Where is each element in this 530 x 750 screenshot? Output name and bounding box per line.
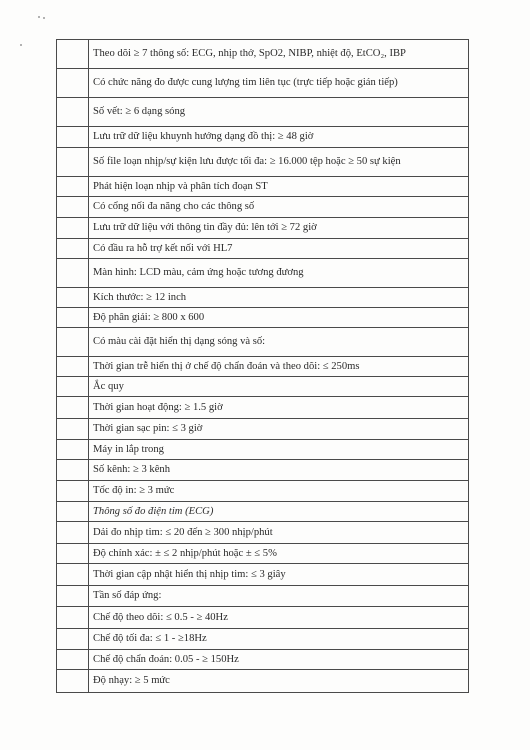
table-row: [57, 127, 469, 148]
scan-speck: [43, 17, 45, 19]
spec-text-cell: Chế độ theo dõi: ≤ 0.5 - ≥ 40Hz: [89, 607, 469, 629]
spec-text-cell: Thời gian hoạt động: ≥ 1.5 giờ: [89, 397, 469, 419]
table-row: [57, 69, 469, 98]
row-number-cell: [57, 288, 89, 308]
spec-text-cell: Có chức năng đo được cung lượng tim liên tục (trực tiếp hoặc gián tiếp): [89, 69, 469, 98]
row-number-cell: [57, 564, 89, 586]
table-row: [57, 218, 469, 239]
row-number-cell: [57, 218, 89, 239]
row-number-cell: [57, 419, 89, 440]
table-row: [57, 564, 469, 586]
table-row: [57, 357, 469, 377]
row-number-cell: [57, 440, 89, 460]
table-row: [57, 650, 469, 670]
spec-text-cell: Tần số đáp ứng:: [89, 586, 469, 607]
table-row: [57, 40, 469, 69]
spec-text-cell: Chế độ tối đa: ≤ 1 - ≥18Hz: [89, 629, 469, 650]
table-row: [57, 629, 469, 650]
row-number-cell: [57, 40, 89, 69]
row-number-cell: [57, 357, 89, 377]
row-number-cell: [57, 397, 89, 419]
row-number-cell: [57, 544, 89, 564]
table-row: [57, 586, 469, 607]
row-number-cell: [57, 670, 89, 693]
row-number-cell: [57, 522, 89, 544]
spec-text-cell: Thời gian cập nhật hiển thị nhịp tim: ≤ 3 giây: [89, 564, 469, 586]
table-row: [57, 177, 469, 197]
table-row: [57, 197, 469, 218]
spec-text-cell: Theo dõi ≥ 7 thông số: ECG, nhịp thở, SpO2, NIBP, nhiệt độ, EtCO₂, IBP: [89, 40, 469, 69]
spec-text-cell: Lưu trữ dữ liệu khuynh hướng dạng đồ thị: ≥ 48 giờ: [89, 127, 469, 148]
spec-text-cell: Độ chính xác: ± ≤ 2 nhịp/phút hoặc ± ≤ 5%: [89, 544, 469, 564]
row-number-cell: [57, 377, 89, 397]
table-row: [57, 239, 469, 259]
table-row: [57, 377, 469, 397]
spec-table: [56, 39, 469, 693]
row-number-cell: [57, 460, 89, 481]
row-number-cell: [57, 177, 89, 197]
row-number-cell: [57, 259, 89, 288]
spec-text-cell: Phát hiện loạn nhịp và phân tích đoạn ST: [89, 177, 469, 197]
row-number-cell: [57, 69, 89, 98]
spec-text-cell: Tốc độ in: ≥ 3 mức: [89, 481, 469, 502]
spec-text-cell: Thời gian sạc pin: ≤ 3 giờ: [89, 419, 469, 440]
scan-speck: [20, 44, 22, 46]
row-number-cell: [57, 308, 89, 328]
spec-text-cell: Độ phân giải: ≥ 800 x 600: [89, 308, 469, 328]
table-row: [57, 544, 469, 564]
spec-text-cell: Số kênh: ≥ 3 kênh: [89, 460, 469, 481]
spec-text-cell: Màn hình: LCD màu, cảm ứng hoặc tương đương: [89, 259, 469, 288]
row-number-cell: [57, 197, 89, 218]
row-number-cell: [57, 650, 89, 670]
spec-text-cell: Độ nhạy: ≥ 5 mức: [89, 670, 469, 693]
spec-text-cell: Có cổng nối đa năng cho các thông số: [89, 197, 469, 218]
table-row: [57, 148, 469, 177]
spec-text-cell: Số file loạn nhịp/sự kiện lưu được tối đa: ≥ 16.000 tệp hoặc ≥ 50 sự kiện: [89, 148, 469, 177]
row-number-cell: [57, 127, 89, 148]
spec-text-cell: Chế độ chẩn đoán: 0.05 - ≥ 150Hz: [89, 650, 469, 670]
spec-text-cell: Lưu trữ dữ liệu với thông tin đầy đủ: lên tới ≥ 72 giờ: [89, 218, 469, 239]
table-row: [57, 328, 469, 357]
spec-text-cell: Có đầu ra hỗ trợ kết nối với HL7: [89, 239, 469, 259]
spec-text-cell: Số vết: ≥ 6 dạng sóng: [89, 98, 469, 127]
spec-text-cell: Có màu cài đặt hiển thị dạng sóng và số:: [89, 328, 469, 357]
scan-speck: [38, 16, 40, 18]
table-row: [57, 502, 469, 522]
table-row: [57, 440, 469, 460]
table-row: [57, 670, 469, 693]
table-row: [57, 98, 469, 127]
table-row: [57, 397, 469, 419]
row-number-cell: [57, 629, 89, 650]
row-number-cell: [57, 239, 89, 259]
table-row: [57, 522, 469, 544]
spec-text-cell: Máy in lắp trong: [89, 440, 469, 460]
row-number-cell: [57, 586, 89, 607]
table-row: [57, 607, 469, 629]
spec-text-cell: Kích thước: ≥ 12 inch: [89, 288, 469, 308]
spec-text-cell: Thông số đo điện tim (ECG): [89, 502, 469, 522]
row-number-cell: [57, 148, 89, 177]
table-row: [57, 308, 469, 328]
table-row: [57, 288, 469, 308]
row-number-cell: [57, 98, 89, 127]
spec-text-cell: Thời gian trễ hiển thị ở chế độ chẩn đoán và theo dõi: ≤ 250ms: [89, 357, 469, 377]
spec-text-cell: Dải đo nhịp tim: ≤ 20 đến ≥ 300 nhịp/phút: [89, 522, 469, 544]
row-number-cell: [57, 502, 89, 522]
row-number-cell: [57, 607, 89, 629]
spec-text-cell: Ắc quy: [89, 377, 469, 397]
table-row: [57, 419, 469, 440]
row-number-cell: [57, 328, 89, 357]
row-number-cell: [57, 481, 89, 502]
spec-table-body: [57, 40, 469, 693]
table-row: [57, 481, 469, 502]
table-row: [57, 460, 469, 481]
table-row: [57, 259, 469, 288]
